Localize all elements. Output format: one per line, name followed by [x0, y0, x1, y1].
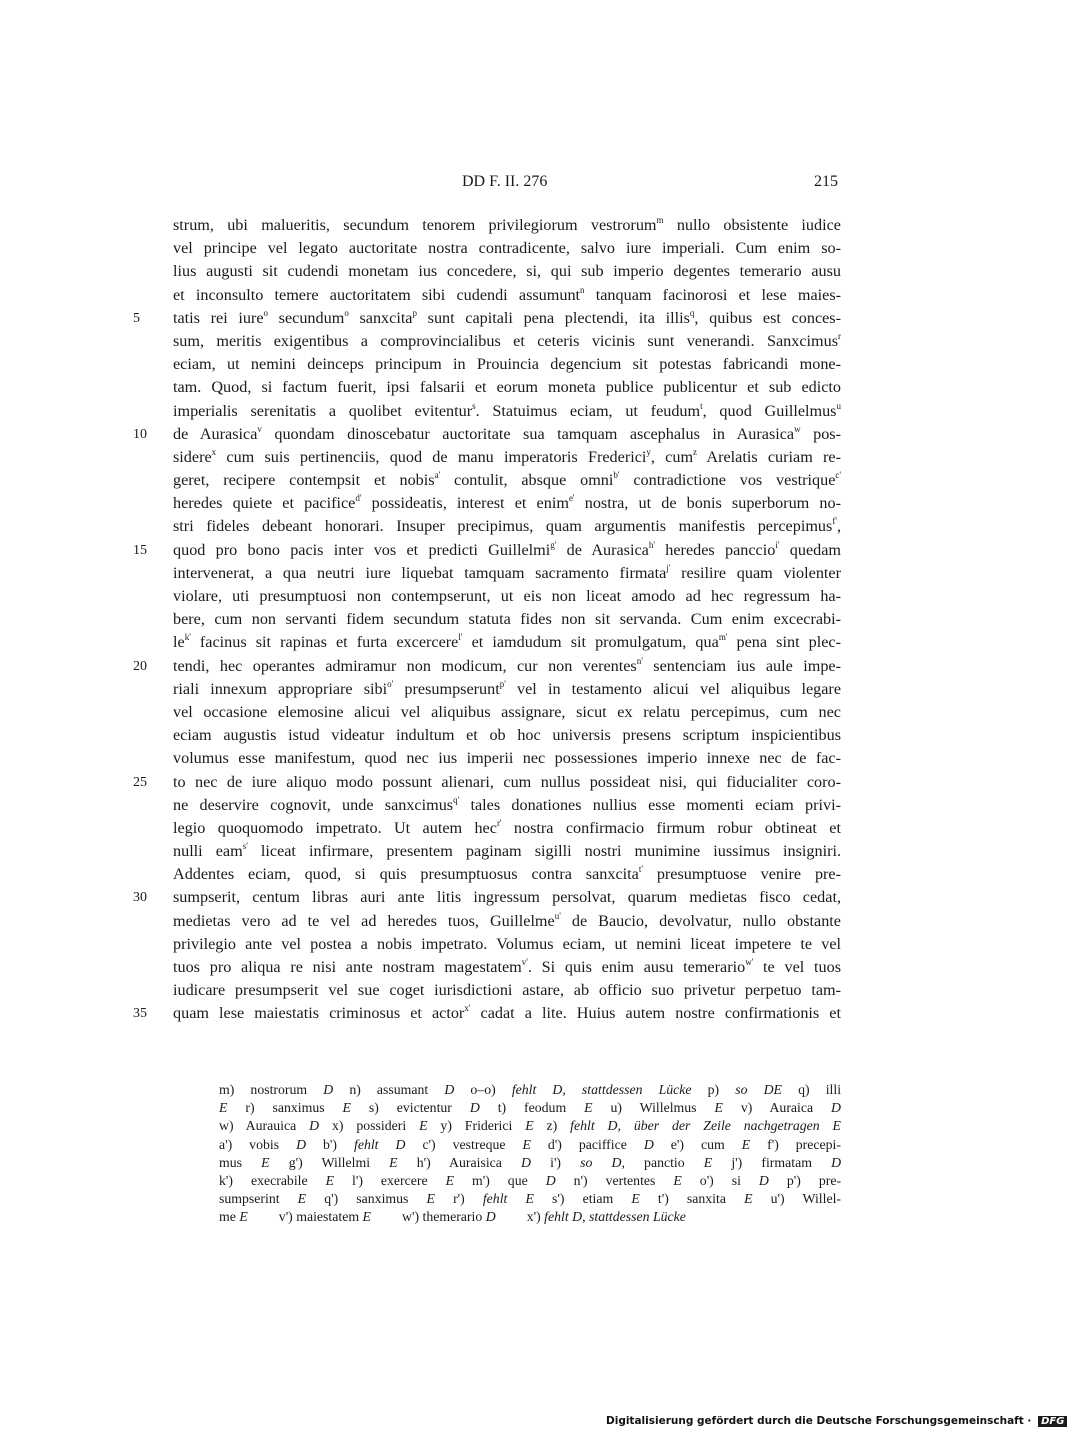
line-number: 35: [133, 1006, 147, 1022]
text-line: volumus esse manifestum, quod nec ius imperii nec possessiones imperio innexe nec de fac-: [173, 749, 841, 768]
text-line: imperialis serenitatis a quolibet evitentur$^s$. Statuimus eciam, ut feudum$^t$, quod Guillelmus$^u$: [173, 400, 841, 420]
text-line: stri fideles debeant honorari. Insuper precipimus, quam argumentis manifestis percepimus$^{f'}$,: [173, 516, 841, 536]
running-header: DD F. II. 276: [462, 173, 548, 190]
text-line: sidere$^x$ cum suis pertinenciis, quod de manu imperatoris Frederici$^y$, cum$^z$ Arelatis curiam re-: [173, 446, 841, 466]
apparatus-line: k') execrabile E l') exercere E m') que D n') vertentes E o') si D p') pre-: [219, 1172, 842, 1188]
apparatus-line: m) nostrorum D n) assumant D o–o) fehlt D, stattdessen Lücke p) so DE q) illi: [219, 1082, 842, 1097]
text-line: legio quoquomodo impetrato. Ut autem hec$^{r'}$ nostra confirmacio firmum robur obtineat et: [173, 817, 841, 837]
page-number: 215: [814, 173, 838, 190]
text-line: nulli eam$^{s'}$ liceat infirmare, presentem paginam sigilli nostri munimine iussimus insigniri.: [173, 841, 841, 861]
text-line: vel principe vel legato auctoritate nostra contradicente, salvo iure imperiali. Cum enim so-: [173, 239, 841, 258]
line-number: 30: [133, 890, 147, 906]
text-line: Addentes eciam, quod, si quis presumptuosus contra sanxcita$^{t'}$ presumptuose venire pre-: [173, 864, 842, 884]
text-line: iudicare presumpserit vel sue coget iurisdictioni astare, ab officio suo privetur perpetuo tam-: [173, 981, 841, 1000]
text-line: intervenerat, a qua neutri iure liquebat tamquam sacramento firmata$^{j'}$ resilire quam violenter: [173, 562, 841, 582]
text-line: ne deservire cognovit, unde sanxcimus$^{q'}$ tales donationes nullius esse momenti eciam privi-: [173, 794, 841, 814]
funding-credit: Digitalisierung gefördert durch die Deutsche Forschungsgemeinschaft · DFG: [606, 1415, 1067, 1427]
apparatus-line: sumpserint E q') sanximus E r') fehlt E s') etiam E t') sanxita E u') Willel-: [219, 1191, 841, 1207]
document-body: [133, 214, 842, 1026]
text-line: bere, cum non servanti fidem secundum statuta fides non sit servanda. Cum enim excecrabi-: [173, 610, 841, 629]
text-line: privilegio ante vel postea a nobis impetrato. Volumus eciam, ut nemini liceat impetere te vel: [173, 934, 841, 953]
text-line: lius augusti sit cudendi monetam ius concedere, si, qui sub imperio degentes temerario ausu: [173, 262, 841, 281]
apparatus-line: w) Aurauica D x) possideri E y) Friderici E z) fehlt D, über der Zeile nachgetragen E: [219, 1118, 841, 1134]
line-number: 10: [133, 426, 147, 442]
text-line: 5 tatis rei iure$^o$ secundum$^o$ sanxcita$^p$ sunt capitali pena plectendi, ita illis$^q$, quibus est conces-: [173, 307, 841, 330]
text-line: tuos pro aliqua re nisi ante nostram magestatem$^{v'}$. Si quis enim ausu temerario$^{w'}$ te vel tuos: [173, 957, 841, 976]
apparatus-line: E r) sanximus E s) evictentur D t) feodum E u) Willelmus E v) Auraica D: [219, 1100, 842, 1116]
critical-apparatus: [219, 1081, 841, 1227]
line-number: 20: [133, 658, 147, 674]
text-line: 35 quam lese maiestatis criminosus et actor$^{x'}$ cadat a lite. Huius autem nostre confirmationis et: [173, 1002, 841, 1025]
apparatus-line: me E v') maiestatem E w') themerario D x') fehlt D, stattdessen Lücke: [219, 1209, 686, 1225]
line-number: 25: [133, 774, 147, 790]
text-line: geret, recipere contempsit et nobis$^{a'}$ contulit, absque omni$^{b'}$ contradictione vos vestrique$^{c'}$: [173, 470, 841, 490]
line-number: 15: [133, 542, 147, 558]
text-line: 15 quod pro bono pacis inter vos et predicti Guillelmi$^{g'}$ de Aurasica$^{h'}$ heredes panccio$^{i'}$ quedam: [173, 539, 841, 562]
line-number: 5: [133, 310, 140, 326]
text-line: 20 tendi, hec operantes admiramur non modicum, cur non verentes$^{n'}$ sentenciam ius aule impe-: [173, 655, 841, 678]
text-line: sum, meritis exigentibus a comprovincialibus et ceteris vicinis sunt venerandi. Sanxcimus$^r$: [173, 330, 841, 350]
text-line: tam. Quod, si factum fuerit, ipsi falsarii et eorum moneta publice publicentur et sub edicto: [173, 378, 841, 397]
text-line: heredes quiete et pacifice$^{d'}$ possideatis, interest et enim$^{e'}$ nostra, ut de bonis superborum no-: [173, 493, 841, 513]
text-line: 25 to nec de iure aliquo modo possunt alienari, cum nullus possideat nisi, qui fiducialiter coro-: [173, 771, 841, 794]
text-line: vel occasione elemosine alicui vel aliquibus assignare, sicut ex relatu percepimus, cum nec: [173, 702, 841, 721]
text-line: medietas vero ad te vel ad heredes tuos, Guillelme$^{u'}$ de Baucio, devolvatur, nullo obstante: [173, 910, 841, 930]
text-line: strum, ubi malueritis, secundum tenorem privilegiorum vestrorum$^m$ nullo obsistente iudice: [173, 215, 841, 234]
text-line: eciam, ut nemini deinceps principum in Prouincia degencium sit potestas fabricandi mone-: [173, 355, 841, 374]
apparatus-line: a') vobis D b') fehlt D c') vestreque E d') paciffice D e') cum E f') precepi-: [219, 1136, 841, 1152]
dfg-logo: DFG: [1038, 1416, 1067, 1427]
text-line: 10 de Aurasica$^v$ quondam dinoscebatur auctoritate sua tamquam ascephalus in Aurasica$^w$ pos-: [173, 423, 841, 446]
text-line: et inconsulto temere auctoritatem sibi cudendi assumunt$^n$ tanquam facinorosi et lese maies-: [173, 284, 842, 304]
text-line: 30 sumpserit, centum libras auri ante litis ingressum persolvat, quarum medietas fisco cedat,: [173, 886, 841, 909]
text-line: eciam augustis istud videatur indultum et ob hoc universis presens scriptum inspicientibus: [173, 726, 841, 745]
text-line: violare, uti presumptuosi non contempserunt, ut eis non liceat amodo ad hec regressum ha-: [173, 587, 841, 605]
apparatus-line: mus E g') Willelmi E h') Auraisica D i') so D, panctio E j') firmatam D: [219, 1154, 842, 1170]
text-line: $le^{k'}$ facinus sit rapinas et furta excercere$^{l'}$ et iamdudum sit promulgatum, qua$^{m'}$ pena sint plec-: [173, 632, 842, 652]
text-line: riali innexum appropriare sibi$^{o'}$ presumpserunt$^{p'}$ vel in testamento alicui vel aliquibus legare: [173, 678, 842, 698]
